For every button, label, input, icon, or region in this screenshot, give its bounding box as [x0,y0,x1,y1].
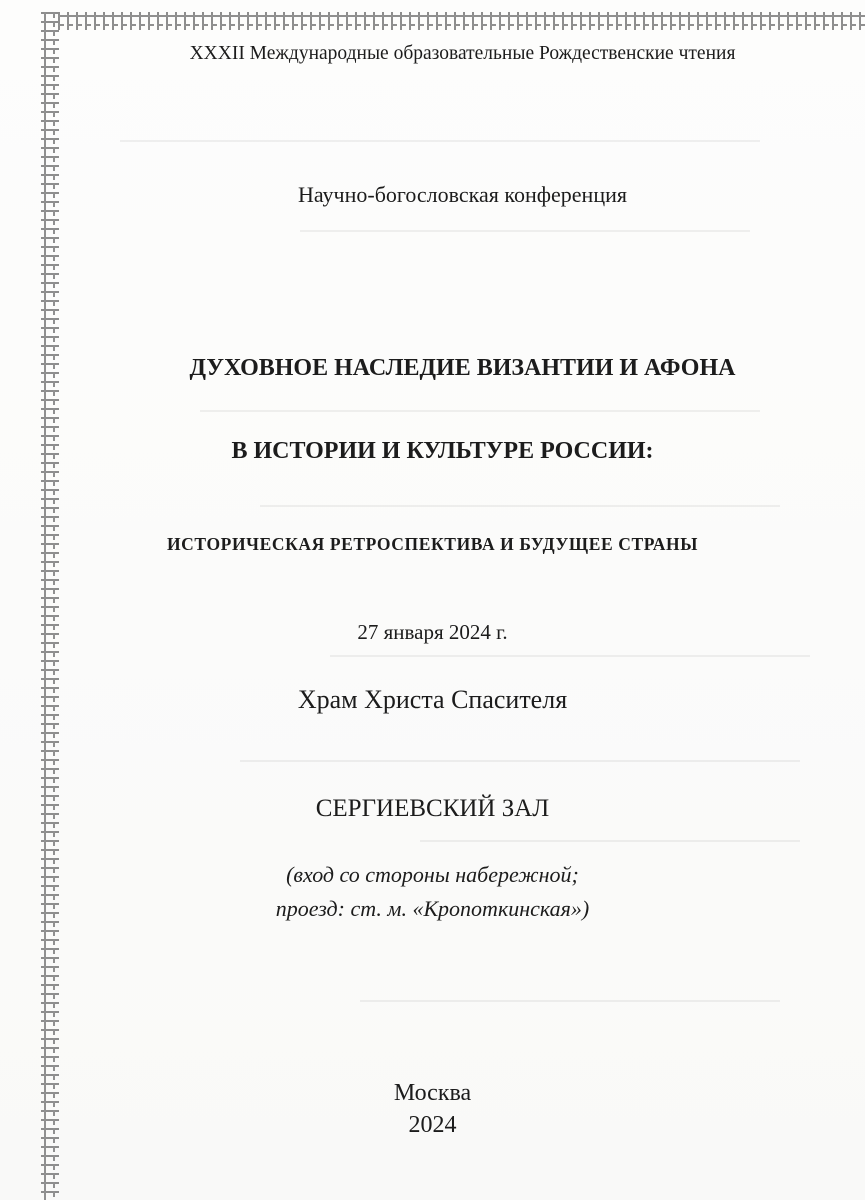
show-through-line [300,230,750,232]
show-through-line [120,140,760,142]
venue-transport-note: проезд: ст. м. «Кропоткинская») [275,896,590,921]
show-through-line [360,1000,780,1002]
venue-entrance-note: (вход со стороны набережной; [286,862,579,887]
conference-type: Научно-богословская конференция [298,182,627,207]
venue-hall: СЕРГИЕВСКИЙ ЗАЛ [315,795,550,822]
publication-year: 2024 [408,1112,457,1138]
decorative-border-top [58,12,865,30]
show-through-line [240,760,800,762]
show-through-line [420,840,800,842]
conference-date: 27 января 2024 г. [357,620,508,644]
venue-place: Храм Христа Спасителя [297,685,568,714]
show-through-line [330,655,810,657]
conference-title-line-2: В ИСТОРИИ И КУЛЬТУРЕ РОССИИ: [231,438,654,464]
publication-city: Москва [393,1080,472,1106]
show-through-line [200,410,760,412]
series-heading: XXXII Международные образовательные Рождественские чтения [189,43,736,64]
conference-title-line-1: ДУХОВНОЕ НАСЛЕДИЕ ВИЗАНТИИ И АФОНА [189,355,736,381]
show-through-line [260,505,780,507]
decorative-border-left [41,12,59,1200]
conference-subtitle: ИСТОРИЧЕСКАЯ РЕТРОСПЕКТИВА И БУДУЩЕЕ СТРАНЫ [166,534,699,554]
